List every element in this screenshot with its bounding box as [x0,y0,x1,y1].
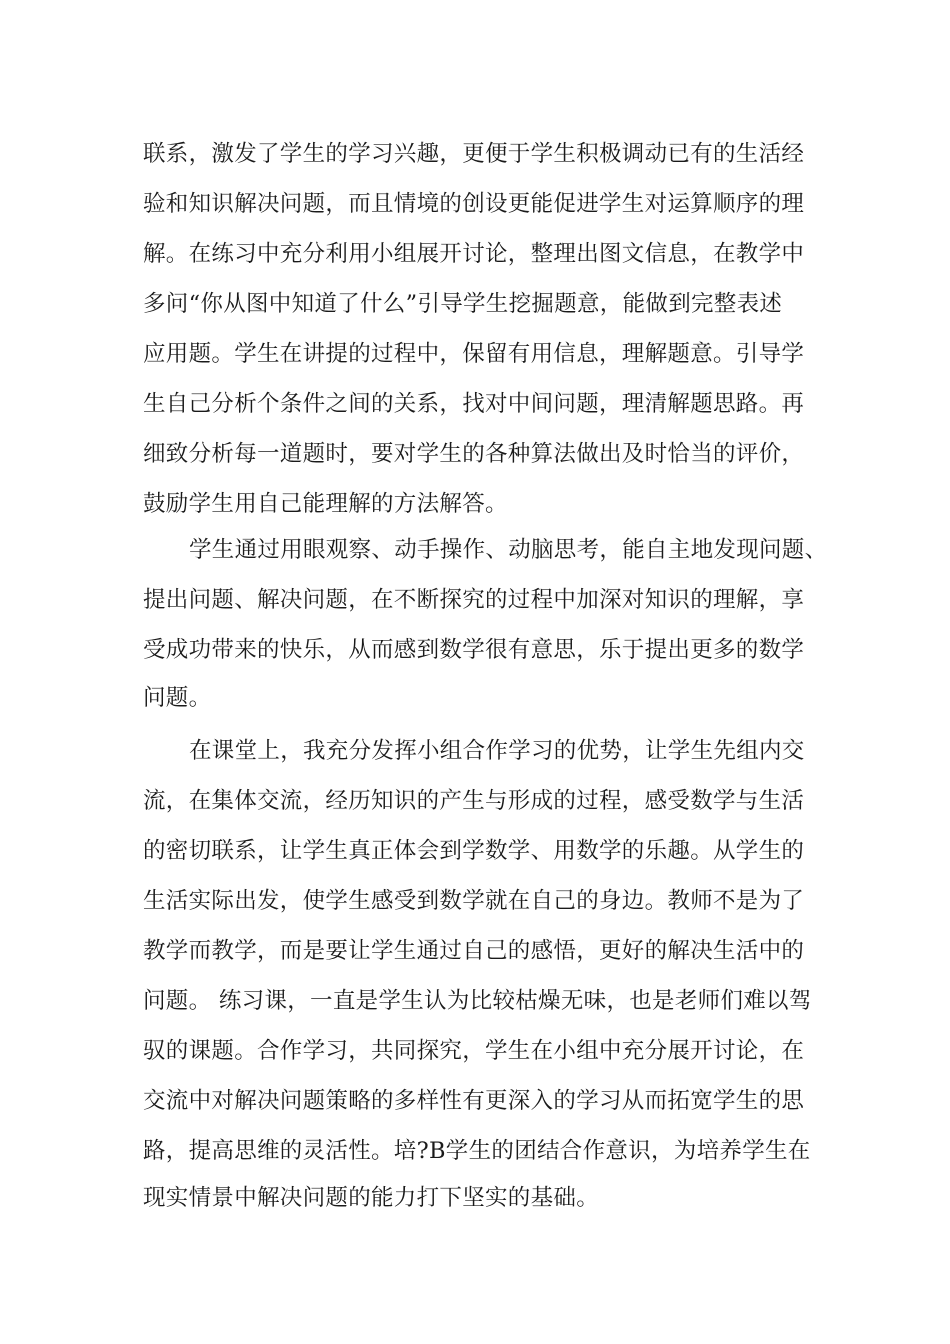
text-line: 教学而教学，而是要让学生通过自己的感悟，更好的解决生活中的 [143,938,805,964]
text-line: 流，在集体交流，经历知识的产生与形成的过程，感受数学与生活 [143,788,805,814]
text-line: 现实情景中解决问题的能力打下坚实的基础。 [143,1185,600,1211]
text-line: 细致分析每一道题时，要对学生的各种算法做出及时恰当的评价， [143,441,805,467]
text-line: 受成功带来的快乐，从而感到数学很有意思，乐于提出更多的数学 [143,637,805,663]
text-line: 学生通过用眼观察、动手操作、动脑思考，能自主地发现问题、 [189,537,828,563]
text-line: 多问“你从图中知道了什么”引导学生挖掘题意，能做到完整表述 [143,291,783,317]
text-line: 鼓励学生用自己能理解的方法解答。 [143,491,508,517]
text-line: 提出问题、解决问题，在不断探究的过程中加深对知识的理解，享 [143,587,805,613]
text-line: 问题。 练习课，一直是学生认为比较枯燥无味，也是老师们难以驾 [143,988,812,1014]
text-line: 生活实际出发，使学生感受到数学就在自己的身边。教师不是为了 [143,888,805,914]
text-line: 的密切联系，让学生真正体会到学数学、用数学的乐趣。从学生的 [143,838,805,864]
text-line: 解。在练习中充分利用小组展开讨论，整理出图文信息，在教学中 [143,241,805,267]
text-line: 交流中对解决问题策略的多样性有更深入的学习从而拓宽学生的思 [143,1088,805,1114]
text-line: 应用题。学生在讲提的过程中，保留有用信息，理解题意。引导学 [143,341,805,367]
text-line: 在课堂上，我充分发挥小组合作学习的优势，让学生先组内交 [189,738,805,764]
text-line: 联系，激发了学生的学习兴趣，更便于学生积极调动已有的生活经 [143,141,805,167]
text-line: 生自己分析个条件之间的关系，找对中间问题，理清解题思路。再 [143,391,805,417]
text-line: 驭的课题。合作学习，共同探究，学生在小组中充分展开讨论，在 [143,1038,805,1064]
text-line: 验和知识解决问题，而且情境的创设更能促进学生对运算顺序的理 [143,191,805,217]
text-line: 问题。 [143,685,212,711]
text-line: 路，提高思维的灵活性。培?B学生的团结合作意识，为培养学生在 [143,1138,811,1164]
